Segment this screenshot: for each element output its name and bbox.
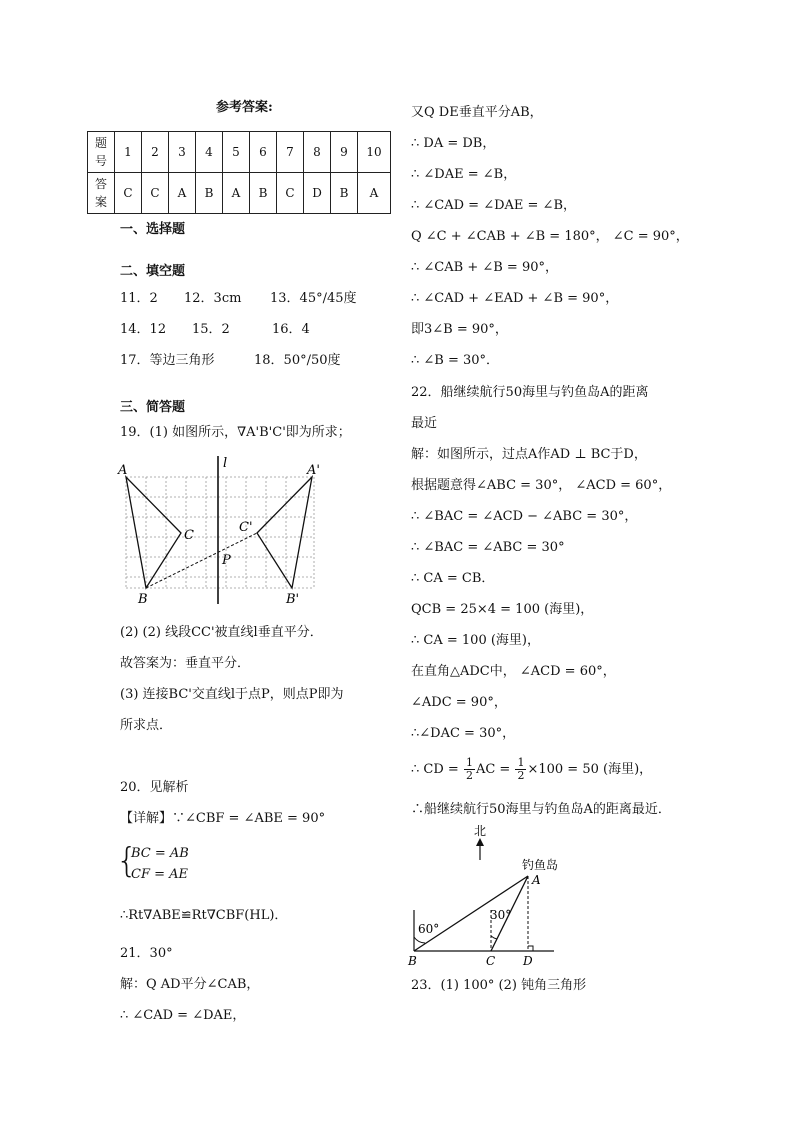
fraction-denominator: 2 [465,769,473,782]
table-cell: B [331,173,358,214]
table-row-numbers [88,132,391,173]
answer-line: ∴ ∠CAD + ∠EAD + ∠B = 90°， [411,291,619,306]
segment-bc-prime [146,533,257,588]
right-angle-mark [528,946,533,951]
label-b-prime: B' [286,592,300,607]
label-l: l [223,456,228,471]
table-cell: 10 [358,132,391,173]
equation-line: CF = AE [131,867,189,882]
label-a-prime: A' [307,463,320,478]
section-heading: 二、填空题 [120,264,186,279]
label-island: 钓鱼岛 [522,858,559,872]
table-row-answers [88,173,391,214]
table-cell: C [277,173,304,214]
answer-line: 解：如图所示，过点A作AD ⊥ BC于D， [411,447,647,462]
table-cell: 1 [115,132,142,173]
equation-line: BC = AB [131,846,189,861]
answer-line: ∴∠DAC = 30°， [411,726,516,741]
answer-line: ∴船继续航行50海里与钓鱼岛A的距离最近． [411,802,671,817]
triangle-abc-prime [257,477,312,588]
triangle-abc [126,477,181,588]
section-heading: 一、选择题 [120,222,186,237]
fill-answer: 15．2 [192,322,230,337]
answer-line: ∴ ∠CAD = ∠DAE， [120,1008,246,1023]
answer-line: (3) 连接BC'交直线l于点P，则点P即为 [120,687,344,702]
label-b: B [408,954,417,968]
answer-line: ∴ ∠BAC = ∠ABC = 30° [411,540,565,555]
answer-line: ∴ DA = DB， [411,136,496,151]
table-header-cell: 题 号 [88,132,115,173]
brace: { [116,841,138,881]
answer-line: 解：Q AD平分∠CAB， [120,977,260,992]
answer-line: 故答案为：垂直平分． [120,656,251,671]
answer-line: 19．(1) 如图所示，∇A'B'C'即为所求； [120,425,351,440]
answer-line: ∴ CA = CB． [411,571,495,586]
navigation-figure [404,822,594,968]
answer-line: 又Q DE垂直平分AB， [411,105,543,120]
answer-title: 参考答案: [216,100,273,115]
label-c: C [486,954,496,968]
fill-answer: 12．3cm [184,291,242,306]
table-cell: 4 [196,132,223,173]
label-ang30: 30° [490,908,512,922]
fraction-half [515,757,526,782]
answer-line: 22．船继续航行50海里与钓鱼岛A的距离 [411,385,649,400]
fill-answer: 14．12 [120,322,167,337]
fill-answer: 13．45°/45度 [270,291,357,306]
answer-line: ∴Rt∇ABE≌Rt∇CBF(HL)． [120,908,288,923]
answer-line: ∴ CA = 100 (海里)， [411,633,540,648]
table-cell: C [115,173,142,214]
answer-line: ∴ ∠CAB + ∠B = 90°， [411,260,558,275]
table-cell: 7 [277,132,304,173]
fill-answer: 11．2 [120,291,158,306]
label-north: 北 [474,824,487,838]
table-cell: A [169,173,196,214]
expr-part: AC = [475,762,511,777]
section-heading: 三、简答题 [120,400,186,415]
table-cell: B [196,173,223,214]
answer-line: ∴ ∠BAC = ∠ACD − ∠ABC = 30°， [411,509,638,524]
expr-part: ×100 = 50 (海里)， [527,762,653,777]
fraction-half [464,757,475,782]
north-arrow-head [476,838,484,846]
label-d: D [523,954,533,968]
fraction-denominator: 2 [517,769,525,782]
table-cell: 9 [331,132,358,173]
answer-line: 最近 [411,416,438,431]
table-cell: 8 [304,132,331,173]
label-b: B [138,592,148,607]
fill-answer: 16．4 [272,322,310,337]
label-ang60: 60° [418,922,440,936]
table-cell: 6 [250,132,277,173]
table-cell: 3 [169,132,196,173]
expr-part: ∴ CD = [411,762,459,777]
table-cell: C [142,173,169,214]
fraction-numerator: 1 [465,756,473,769]
table-cell: B [250,173,277,214]
table-cell: A [358,173,391,214]
answer-line: QCB = 25×4 = 100 (海里)， [411,602,594,617]
answer-line: 【详解】∵∠CBF = ∠ABE = 90° [120,811,326,826]
table-cell: D [304,173,331,214]
answer-line: Q ∠C + ∠CAB + ∠B = 180°， ∠C = 90°， [411,229,689,244]
angle-arc-60 [414,937,425,943]
label-c: C [184,528,194,543]
answer-line: 所求点． [120,718,173,733]
answer-line: 在直角△ADC中， ∠ACD = 60°， [411,664,616,679]
table-cell: 2 [142,132,169,173]
label-a: A [532,873,541,887]
grid [126,477,314,588]
answer-table [87,131,391,214]
answer-line: (2) (2) 线段CC'被直线l垂直平分． [120,625,323,640]
fraction-numerator: 1 [517,756,525,769]
label-c-prime: C' [239,520,253,535]
label-a: A [118,463,128,478]
answer-line: 23．(1) 100° (2) 钝角三角形 [411,978,587,993]
table-cell: A [223,173,250,214]
reflection-figure [114,452,334,608]
answer-line: 20．见解析 [120,780,189,795]
answer-line: ∠ADC = 90°， [411,695,507,710]
table-cell: 5 [223,132,250,173]
answer-line: 21．30° [120,946,173,961]
answer-line: 根据题意得∠ABC = 30°， ∠ACD = 60°， [411,478,672,493]
angle-arc-30 [491,936,497,939]
answer-line: ∴ ∠DAE = ∠B， [411,167,517,182]
fill-answer: 18．50°/50度 [254,353,341,368]
fill-answer: 17．等边三角形 [120,353,215,368]
answer-line: 即3∠B = 90°， [411,322,508,337]
fraction-line [411,755,652,785]
table-header-cell: 答 案 [88,173,115,214]
label-p: P [222,553,231,568]
answer-line: ∴ ∠CAD = ∠DAE = ∠B， [411,198,577,213]
answer-line: ∴ ∠B = 30°． [411,353,500,368]
